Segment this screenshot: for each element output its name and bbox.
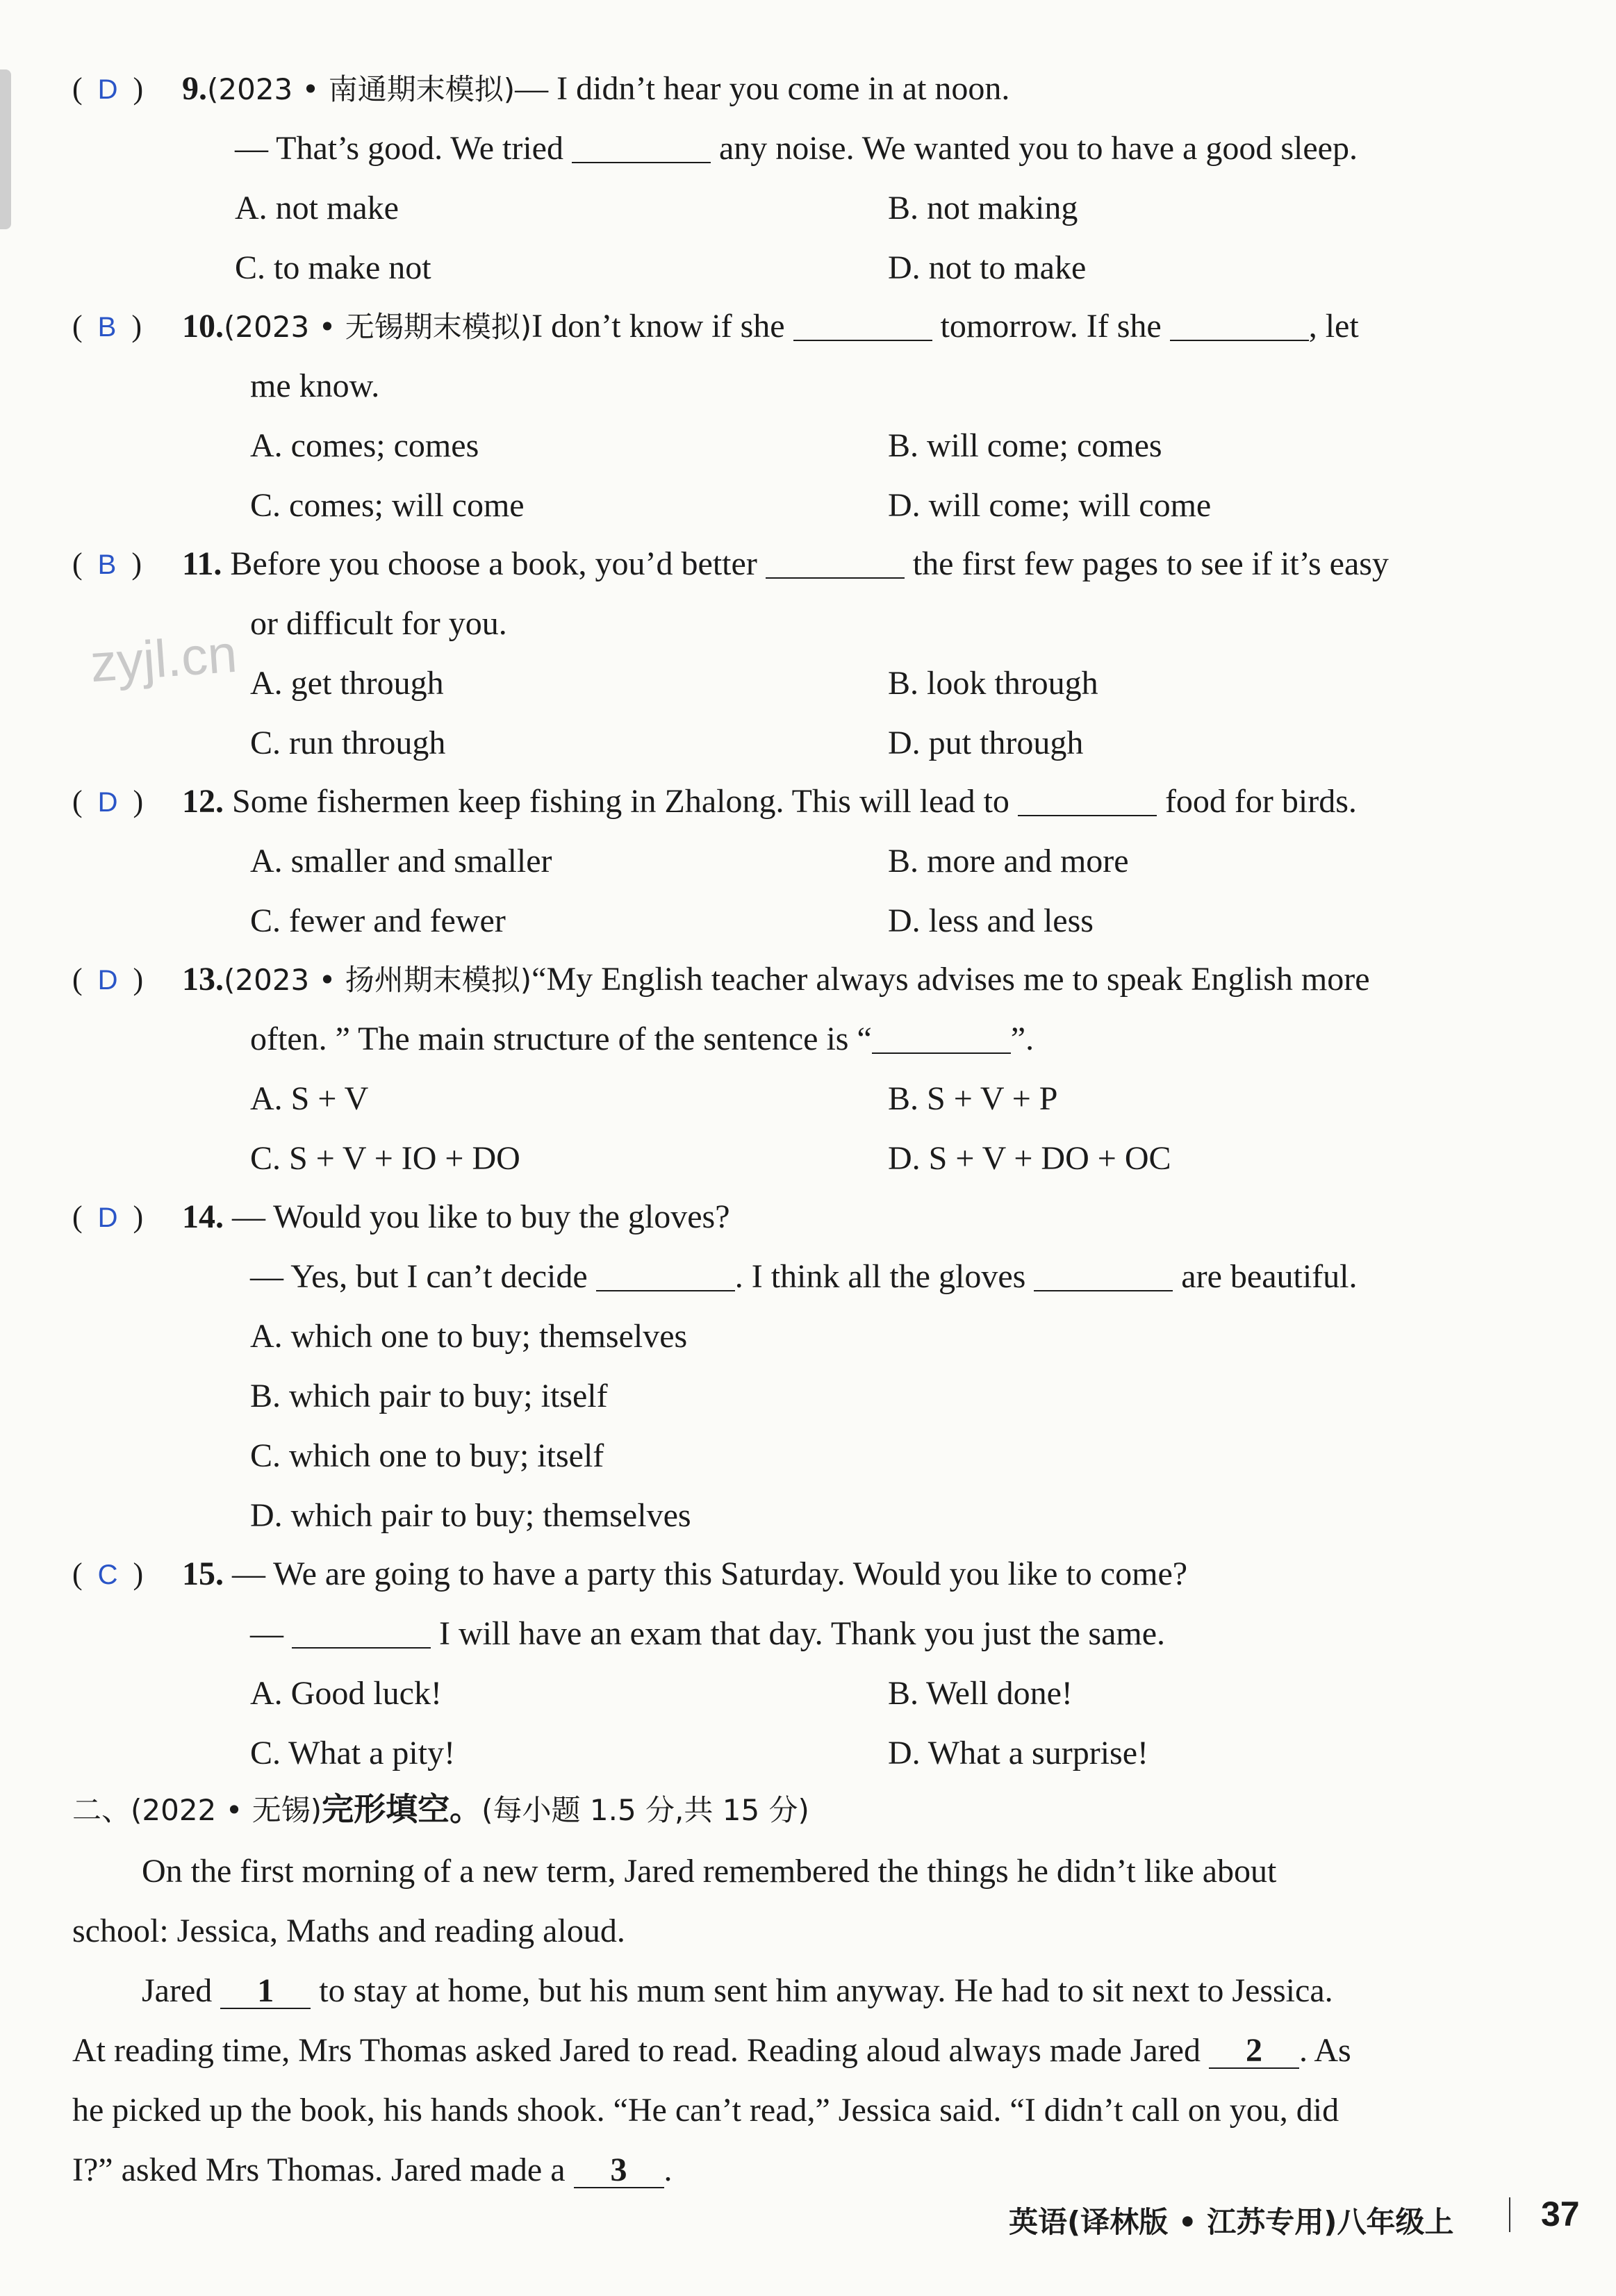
section-prefix: 二、(2022 • 无锡) <box>72 1793 322 1827</box>
answer-q15: ( C ) <box>72 1557 144 1591</box>
q15-stem2: — I will have an exam that day. Thank you just the same. <box>250 1615 1166 1652</box>
q13-option-c: C. S + V + IO + DO <box>250 1140 520 1177</box>
q13-option-a: A. S + V <box>250 1080 369 1117</box>
passage-p1-line2: school: Jessica, Maths and reading aloud. <box>72 1913 625 1949</box>
q14-option-d: D. which pair to buy; themselves <box>250 1497 691 1534</box>
passage-p2-line3: he picked up the book, his hands shook. “He can’t read,” Jessica said. “I didn’t call on you, did <box>72 2092 1339 2129</box>
answer-q11: ( B ) <box>72 547 142 581</box>
q9-option-c: C. to make not <box>235 249 431 286</box>
q14-option-b: B. which pair to buy; itself <box>250 1378 608 1414</box>
binding-edge <box>0 69 11 229</box>
answer-q10: ( B ) <box>72 309 142 343</box>
q12-option-a: A. smaller and smaller <box>250 843 552 879</box>
q9-option-b: B. not making <box>888 190 1078 226</box>
q10-option-c: C. comes; will come <box>250 487 525 524</box>
section-title: 完形填空。 <box>322 1790 482 1828</box>
q12-option-b: B. more and more <box>888 843 1129 879</box>
q11-option-c: C. run through <box>250 725 446 761</box>
q11-stem2: or difficult for you. <box>250 605 507 642</box>
q11-stem: 11. Before you choose a book, you’d better the first few pages to see if it’s easy <box>182 545 1389 582</box>
q10-stem: 10.(2023 • 无锡期末模拟)I don’t know if she tomorrow. If she , let <box>182 308 1359 345</box>
q15-option-a: A. Good luck! <box>250 1675 442 1712</box>
cloze-blank-1: 1 <box>220 1974 311 2009</box>
q11-option-a: A. get through <box>250 665 444 702</box>
passage-p2-line1: Jared 1 to stay at home, but his mum sent him anyway. He had to sit next to Jessica. <box>142 1972 1333 2009</box>
q11-option-b: B. look through <box>888 665 1098 702</box>
q12-stem: 12. Some fishermen keep fishing in Zhalong. This will lead to food for birds. <box>182 783 1357 820</box>
section-heading <box>72 1784 809 1830</box>
q15-option-b: B. Well done! <box>888 1675 1073 1712</box>
q14-option-a: A. which one to buy; themselves <box>250 1318 688 1355</box>
q12-option-d: D. less and less <box>888 902 1094 939</box>
q11-option-d: D. put through <box>888 725 1084 761</box>
q15-stem: 15. — We are going to have a party this Saturday. Would you like to come? <box>182 1555 1188 1592</box>
passage-p2-line2: At reading time, Mrs Thomas asked Jared to read. Reading aloud always made Jared 2 . As <box>72 2032 1351 2069</box>
q13-stem2: often. ” The main structure of the sentence is “ ”. <box>250 1021 1034 1057</box>
q14-stem: 14. — Would you like to buy the gloves? <box>182 1198 730 1235</box>
footer-book-title: 英语(译林版 • 江苏专用)八年级上 <box>1009 2205 1454 2239</box>
q13-option-d: D. S + V + DO + OC <box>888 1140 1171 1177</box>
passage-p1-line1: On the first morning of a new term, Jared remembered the things he didn’t like about <box>142 1853 1277 1890</box>
q13-stem: 13.(2023 • 扬州期末模拟)“My English teacher always advises me to speak English more <box>182 961 1370 998</box>
q15-option-d: D. What a surprise! <box>888 1735 1148 1771</box>
q10-option-a: A. comes; comes <box>250 427 479 464</box>
section-note: (每小题 1.5 分,共 15 分) <box>481 1793 809 1827</box>
answer-q13: ( D ) <box>72 962 144 996</box>
answer-q14: ( D ) <box>72 1200 144 1234</box>
q10-option-b: B. will come; comes <box>888 427 1162 464</box>
page-number: 37 <box>1541 2195 1580 2233</box>
q14-option-c: C. which one to buy; itself <box>250 1437 604 1474</box>
cloze-blank-3: 3 <box>574 2154 664 2188</box>
q10-stem2: me know. <box>250 367 380 404</box>
watermark: zyjl.cn <box>88 624 239 694</box>
passage-p2-line4: I?” asked Mrs Thomas. Jared made a 3 . <box>72 2152 673 2188</box>
q9-option-a: A. not make <box>235 190 399 226</box>
q12-option-c: C. fewer and fewer <box>250 902 506 939</box>
q15-option-c: C. What a pity! <box>250 1735 456 1771</box>
q10-option-d: D. will come; will come <box>888 487 1212 524</box>
q9-option-d: D. not to make <box>888 249 1087 286</box>
footer-divider <box>1509 2197 1510 2232</box>
q9-stem: 9.(2023 • 南通期末模拟)— I didn’t hear you come in at noon. <box>182 70 1010 107</box>
q9-stem2: — That’s good. We tried any noise. We wanted you to have a good sleep. <box>235 130 1358 167</box>
q13-option-b: B. S + V + P <box>888 1080 1058 1117</box>
answer-q9: ( D ) <box>72 72 144 106</box>
q14-stem2: — Yes, but I can’t decide . I think all the gloves are beautiful. <box>250 1258 1358 1295</box>
cloze-blank-2: 2 <box>1209 2034 1299 2069</box>
answer-q12: ( D ) <box>72 784 144 818</box>
